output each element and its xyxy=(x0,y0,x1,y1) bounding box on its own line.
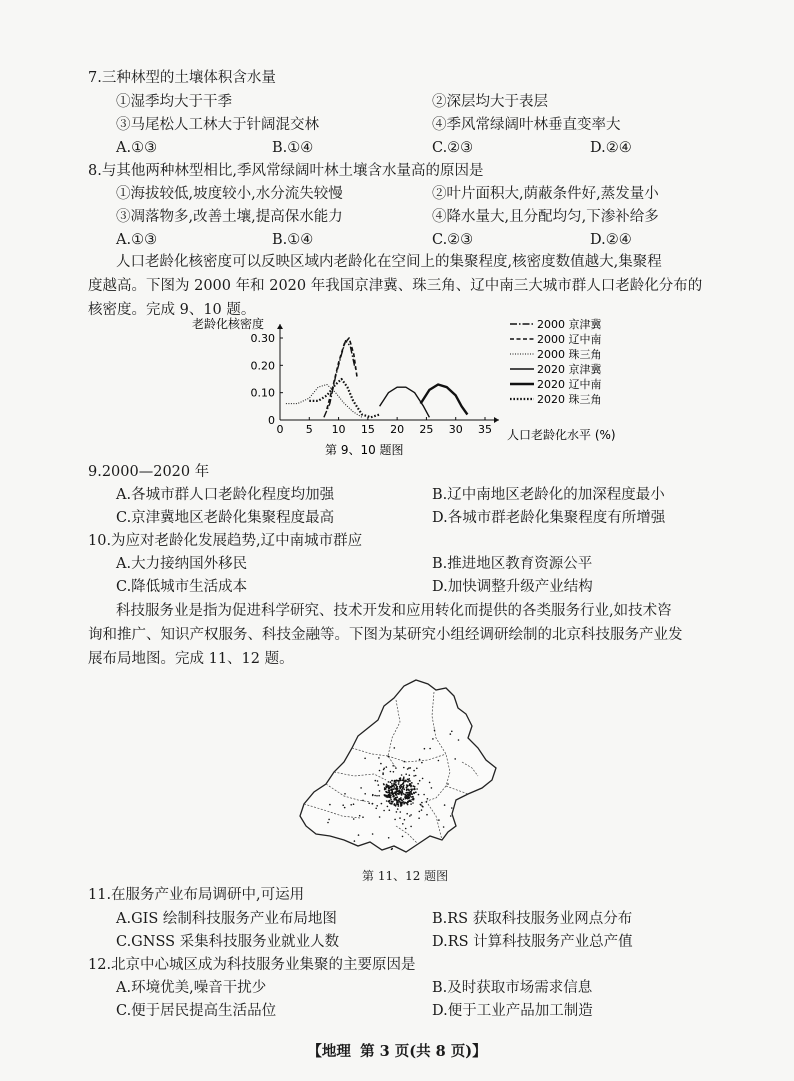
service-point-dot xyxy=(451,807,453,809)
service-point-dot xyxy=(404,780,406,782)
service-point-dot xyxy=(399,798,401,800)
q9-choice-d: D.各城市群老龄化集聚程度有所增强 xyxy=(432,510,666,526)
q8-option-1: ①海拔较低,坡度较小,水分流失较慢 xyxy=(116,186,343,202)
service-point-dot xyxy=(410,814,412,816)
service-point-dot xyxy=(372,795,374,797)
q8-choice-b: B.①④ xyxy=(272,232,314,248)
q10-choice-a: A.大力接纳国外移民 xyxy=(116,556,248,572)
q8-option-4: ④降水量大,且分配均匀,下渗补给多 xyxy=(432,209,659,225)
service-point-dot xyxy=(454,758,456,760)
service-point-dot xyxy=(391,793,393,795)
service-point-dot xyxy=(344,807,346,809)
service-point-dot xyxy=(399,778,401,780)
service-point-dot xyxy=(380,763,382,765)
q7-choice-b: B.①④ xyxy=(272,140,314,156)
service-point-dot xyxy=(403,788,405,790)
chart-legend-label: 2000 京津冀 xyxy=(537,318,602,331)
q11-choice-d: D.RS 计算科技服务产业总产值 xyxy=(432,934,633,950)
service-point-dot xyxy=(388,786,390,788)
q9-choice-b: B.辽中南地区老龄化的加深程度最小 xyxy=(432,487,665,503)
service-point-dot xyxy=(390,781,392,783)
service-point-dot xyxy=(398,805,400,807)
service-point-dot xyxy=(416,788,418,790)
service-point-dot xyxy=(406,802,408,804)
chart-legend-label: 2000 辽中南 xyxy=(537,333,602,346)
service-point-dot xyxy=(409,783,411,785)
service-point-dot xyxy=(388,756,390,758)
service-point-dot xyxy=(378,784,380,786)
q12-choice-d: D.便于工业产品加工制造 xyxy=(432,1003,593,1019)
service-point-dot xyxy=(353,803,355,805)
service-point-dot xyxy=(392,765,394,767)
service-point-dot xyxy=(396,796,398,798)
service-point-dot xyxy=(393,771,395,773)
service-point-dot xyxy=(404,794,406,796)
service-point-dot xyxy=(414,788,416,790)
service-point-dot xyxy=(450,815,452,817)
service-point-dot xyxy=(399,801,401,803)
service-point-dot xyxy=(409,797,411,799)
service-point-dot xyxy=(364,758,366,760)
service-point-dot xyxy=(391,780,393,782)
service-point-dot xyxy=(396,802,398,804)
service-point-dot xyxy=(389,802,391,804)
service-point-dot xyxy=(376,805,378,807)
service-point-dot xyxy=(390,794,392,796)
service-point-dot xyxy=(372,803,374,805)
service-point-dot xyxy=(391,788,393,790)
service-point-dot xyxy=(390,799,392,801)
service-point-dot xyxy=(398,780,400,782)
chart-series-line xyxy=(421,385,468,415)
service-point-dot xyxy=(387,786,389,788)
service-point-dot xyxy=(411,793,413,795)
passage1-line-3: 核密度。完成 9、10 题。 xyxy=(88,302,256,318)
service-point-dot xyxy=(398,800,400,802)
chart-y-arrow xyxy=(277,324,283,329)
service-point-dot xyxy=(395,783,397,785)
service-point-dot xyxy=(399,817,401,819)
service-point-dot xyxy=(394,819,396,821)
page-footer xyxy=(0,1040,794,1061)
chart-legend-label: 2020 辽中南 xyxy=(537,378,602,391)
chart-series-line xyxy=(286,385,362,418)
service-point-dot xyxy=(396,811,398,813)
q7-stem: 7.三种林型的土壤体积含水量 xyxy=(88,70,276,86)
service-point-dot xyxy=(410,826,412,828)
service-point-dot xyxy=(394,747,396,749)
service-point-dot xyxy=(395,788,397,790)
chart-x-tick-label: 30 xyxy=(448,423,463,436)
service-point-dot xyxy=(413,770,415,772)
service-point-dot xyxy=(400,787,402,789)
chart-x-tick-label: 0 xyxy=(276,423,284,436)
service-point-dot xyxy=(408,790,410,792)
chart-legend-label: 2020 京津冀 xyxy=(537,363,602,376)
service-point-dot xyxy=(354,840,356,842)
service-point-dot xyxy=(400,811,402,813)
service-point-dot xyxy=(419,811,421,813)
service-point-dot xyxy=(360,787,362,789)
service-point-dot xyxy=(329,804,331,806)
service-point-dot xyxy=(402,787,404,789)
service-point-dot xyxy=(407,779,409,781)
service-point-dot xyxy=(438,819,440,821)
service-point-dot xyxy=(398,781,400,783)
service-point-dot xyxy=(402,789,404,791)
chart-x-tick-label: 20 xyxy=(390,423,405,436)
passage1-line-2: 度越高。下图为 2000 年和 2020 年我国京津冀、珠三角、辽中南三大城市群人口老龄化分布的 xyxy=(88,278,703,294)
service-point-dot xyxy=(458,739,460,741)
service-point-dot xyxy=(419,780,421,782)
service-point-dot xyxy=(402,802,404,804)
service-point-dot xyxy=(405,828,407,830)
service-point-dot xyxy=(362,800,364,802)
service-point-dot xyxy=(412,785,414,787)
q12-stem: 12.北京中心城区成为科技服务业集聚的主要原因是 xyxy=(88,957,416,973)
service-point-dot xyxy=(413,792,415,794)
service-point-dot xyxy=(403,785,405,787)
service-point-dot xyxy=(391,783,393,785)
service-point-dot xyxy=(402,779,404,781)
service-point-dot xyxy=(393,804,395,806)
service-point-dot xyxy=(429,782,431,784)
service-point-dot xyxy=(402,836,404,838)
service-point-dot xyxy=(394,791,396,793)
service-point-dot xyxy=(410,803,412,805)
service-point-dot xyxy=(400,805,402,807)
service-point-dot xyxy=(379,790,381,792)
service-point-dot xyxy=(364,793,366,795)
service-point-dot xyxy=(410,795,412,797)
beijing-tech-service-map xyxy=(296,676,500,876)
q7-option-3: ③马尾松人工林大于针阔混交林 xyxy=(116,117,319,133)
service-point-dot xyxy=(412,802,414,804)
service-point-dot xyxy=(383,810,385,812)
service-point-dot xyxy=(375,780,377,782)
chart-y-tick-label: 0.20 xyxy=(250,359,275,373)
service-point-dot xyxy=(408,767,410,769)
service-point-dot xyxy=(409,774,411,776)
service-point-dot xyxy=(358,834,360,836)
service-point-dot xyxy=(403,798,405,800)
service-point-dot xyxy=(434,730,436,732)
service-point-dot xyxy=(444,804,446,806)
service-point-dot xyxy=(403,776,405,778)
service-point-dot xyxy=(394,799,396,801)
service-point-dot xyxy=(420,804,422,806)
service-point-dot xyxy=(389,809,391,811)
service-point-dot xyxy=(381,803,383,805)
q8-option-2: ②叶片面积大,荫蔽条件好,蒸发量小 xyxy=(432,186,659,202)
q8-stem: 8.与其他两种林型相比,季风常绿阔叶林土壤含水量高的原因是 xyxy=(88,163,484,179)
service-point-dot xyxy=(359,815,361,817)
service-point-dot xyxy=(404,819,406,821)
service-point-dot xyxy=(411,796,413,798)
q8-choice-a: A.①③ xyxy=(116,232,158,248)
service-point-dot xyxy=(410,767,412,769)
service-point-dot xyxy=(450,733,452,735)
q11-stem: 11.在服务产业布局调研中,可运用 xyxy=(88,887,305,903)
service-point-dot xyxy=(400,803,402,805)
service-point-dot xyxy=(362,816,364,818)
service-point-dot xyxy=(394,780,396,782)
service-point-dot xyxy=(397,793,399,795)
service-point-dot xyxy=(423,794,425,796)
service-point-dot xyxy=(402,791,404,793)
service-point-dot xyxy=(344,793,346,795)
passage2-line-1: 科技服务业是指为促进科学研究、技术开发和应用转化而提供的各类服务行业,如技术咨 xyxy=(116,603,672,619)
q8-option-3: ③凋落物多,改善土壤,提高保水能力 xyxy=(116,209,343,225)
service-point-dot xyxy=(396,799,398,801)
service-point-dot xyxy=(400,797,402,799)
service-point-dot xyxy=(408,778,410,780)
service-point-dot xyxy=(405,773,407,775)
service-point-dot xyxy=(422,806,424,808)
chart-caption: 第 9、10 题图 xyxy=(325,443,404,457)
q7-choice-d: D.②④ xyxy=(590,140,632,156)
service-point-dot xyxy=(396,786,398,788)
service-point-dot xyxy=(407,781,409,783)
service-point-dot xyxy=(397,808,399,810)
service-point-dot xyxy=(402,823,404,825)
service-point-dot xyxy=(391,849,393,851)
q10-choice-d: D.加快调整升级产业结构 xyxy=(432,579,593,595)
service-point-dot xyxy=(402,783,404,785)
q11-choice-b: B.RS 获取科技服务业网点分布 xyxy=(432,911,633,927)
service-point-dot xyxy=(391,790,393,792)
passage1-line-1: 人口老龄化核密度可以反映区域内老龄化在空间上的集聚程度,核密度数值越大,集聚程 xyxy=(116,254,662,270)
service-point-dot xyxy=(328,819,330,821)
service-point-dot xyxy=(415,775,417,777)
service-point-dot xyxy=(407,768,409,770)
map-caption: 第 11、12 题图 xyxy=(362,869,449,883)
service-point-dot xyxy=(432,738,434,740)
q12-choice-c: C.便于居民提高生活品位 xyxy=(116,1003,277,1019)
q11-choice-c: C.GNSS 采集科技服务业就业人数 xyxy=(116,934,340,950)
aging-kernel-density-chart xyxy=(180,310,640,460)
chart-x-tick-label: 10 xyxy=(331,423,346,436)
service-point-dot xyxy=(393,786,395,788)
q12-choice-b: B.及时获取市场需求信息 xyxy=(432,980,593,996)
service-point-dot xyxy=(387,791,389,793)
beijing-outline xyxy=(300,680,496,852)
footer-page: 第 3 页(共 8 页)】 xyxy=(360,1043,487,1060)
service-point-dot xyxy=(421,802,423,804)
service-point-dot xyxy=(411,782,413,784)
service-point-dot xyxy=(411,788,413,790)
service-point-dot xyxy=(426,801,428,803)
q8-choice-d: D.②④ xyxy=(590,232,632,248)
q10-choice-c: C.降低城市生活成本 xyxy=(116,579,248,595)
chart-x-tick-label: 25 xyxy=(419,423,434,436)
chart-xlabel: 人口老龄化水平 (%) xyxy=(507,428,616,442)
service-point-dot xyxy=(417,783,419,785)
service-point-dot xyxy=(409,815,411,817)
service-point-dot xyxy=(376,795,378,797)
service-point-dot xyxy=(379,770,381,772)
service-point-dot xyxy=(416,768,418,770)
q12-choice-a: A.环境优美,噪音干扰少 xyxy=(116,980,267,996)
service-point-dot xyxy=(390,771,392,773)
service-point-dot xyxy=(431,787,433,789)
service-point-dot xyxy=(418,817,420,819)
service-point-dot xyxy=(350,804,352,806)
service-point-dot xyxy=(447,783,449,785)
service-point-dot xyxy=(404,796,406,798)
service-point-dot xyxy=(429,748,431,750)
q10-stem: 10.为应对老龄化发展趋势,辽中南城市群应 xyxy=(88,533,363,549)
service-point-dot xyxy=(400,791,402,793)
footer-subject: 【地理 xyxy=(307,1043,351,1060)
service-point-dot xyxy=(421,809,423,811)
q11-choice-a: A.GIS 绘制科技服务产业布局地图 xyxy=(116,911,337,927)
q7-option-2: ②深层均大于表层 xyxy=(432,94,548,110)
service-point-dot xyxy=(392,801,394,803)
service-point-dot xyxy=(415,791,417,793)
chart-y-tick-label: 0.10 xyxy=(250,386,275,400)
service-point-dot xyxy=(385,794,387,796)
service-point-dot xyxy=(382,772,384,774)
service-point-dot xyxy=(386,766,388,768)
passage2-line-2: 询和推广、知识产权服务、科技金融等。下图为某研究小组经调研绘制的北京科技服务产业发 xyxy=(88,627,683,643)
service-point-dot xyxy=(353,818,355,820)
service-point-dot xyxy=(419,759,421,761)
service-point-dot xyxy=(403,781,405,783)
service-point-dot xyxy=(438,760,440,762)
service-point-dot xyxy=(407,801,409,803)
service-point-dot xyxy=(424,748,426,750)
service-point-dot xyxy=(375,808,377,810)
q10-choice-b: B.推进地区教育资源公平 xyxy=(432,556,593,572)
service-point-dot xyxy=(451,731,453,733)
chart-x-tick-label: 35 xyxy=(478,423,492,436)
passage2-line-3: 展布局地图。完成 11、12 题。 xyxy=(88,651,294,667)
q9-stem: 9.2000—2020 年 xyxy=(88,464,210,480)
service-point-dot xyxy=(385,791,387,793)
service-point-dot xyxy=(400,785,402,787)
service-point-dot xyxy=(406,784,408,786)
chart-x-tick-label: 15 xyxy=(360,423,375,436)
service-point-dot xyxy=(427,798,429,800)
chart-x-arrow xyxy=(494,417,499,423)
service-point-dot xyxy=(410,791,412,793)
service-point-dot xyxy=(388,795,390,797)
service-point-dot xyxy=(406,792,408,794)
service-point-dot xyxy=(412,797,414,799)
service-point-dot xyxy=(398,783,400,785)
service-point-dot xyxy=(406,813,408,815)
service-point-dot xyxy=(378,757,380,759)
chart-ylabel: 老龄化核密度 xyxy=(192,317,265,331)
service-point-dot xyxy=(403,767,405,769)
service-point-dot xyxy=(404,761,406,763)
service-point-dot xyxy=(393,796,395,798)
service-point-dot xyxy=(327,822,329,824)
service-point-dot xyxy=(426,814,428,816)
q9-choice-a: A.各城市群人口老龄化程度均加强 xyxy=(116,487,335,503)
service-point-dot xyxy=(413,775,415,777)
service-point-dot xyxy=(443,826,445,828)
service-point-dot xyxy=(421,762,423,764)
service-point-dot xyxy=(386,800,388,802)
service-point-dot xyxy=(388,789,390,791)
service-point-dot xyxy=(374,795,376,797)
service-point-dot xyxy=(396,794,398,796)
service-point-dot xyxy=(388,781,390,783)
q7-choice-a: A.①③ xyxy=(116,140,158,156)
service-point-dot xyxy=(390,796,392,798)
service-point-dot xyxy=(407,794,409,796)
service-point-dot xyxy=(422,778,424,780)
service-point-dot xyxy=(342,804,344,806)
q7-choice-c: C.②③ xyxy=(432,140,474,156)
chart-series-line xyxy=(327,338,357,409)
chart-legend-label: 2020 珠三角 xyxy=(537,393,602,406)
service-point-dot xyxy=(401,774,403,776)
service-point-dot xyxy=(388,837,390,839)
chart-y-tick-label: 0.30 xyxy=(250,332,275,345)
q7-option-1: ①湿季均大于干季 xyxy=(116,94,232,110)
service-point-dot xyxy=(379,816,381,818)
service-point-dot xyxy=(368,803,370,805)
service-point-dot xyxy=(396,780,398,782)
q8-choice-c: C.②③ xyxy=(432,232,474,248)
service-point-dot xyxy=(392,784,394,786)
q9-choice-c: C.京津冀地区老龄化集聚程度最高 xyxy=(116,510,335,526)
service-point-dot xyxy=(384,789,386,791)
service-point-dot xyxy=(404,802,406,804)
service-point-dot xyxy=(403,793,405,795)
service-point-dot xyxy=(395,767,397,769)
chart-y-tick-label: 0 xyxy=(268,414,275,427)
service-point-dot xyxy=(378,795,380,797)
service-point-dot xyxy=(411,799,413,801)
chart-x-tick-label: 5 xyxy=(305,423,313,436)
chart-legend-label: 2000 珠三角 xyxy=(537,348,602,361)
service-point-dot xyxy=(409,799,411,801)
service-point-dot xyxy=(395,781,397,783)
service-point-dot xyxy=(418,794,420,796)
chart-series-line xyxy=(309,379,379,417)
q7-option-4: ④季风常绿阔叶林垂直变率大 xyxy=(432,117,621,133)
service-point-dot xyxy=(377,780,379,782)
service-point-dot xyxy=(398,790,400,792)
service-point-dot xyxy=(387,795,389,797)
service-point-dot xyxy=(372,833,374,835)
service-point-dot xyxy=(387,806,389,808)
service-point-dot xyxy=(383,769,385,771)
service-point-dot xyxy=(383,784,385,786)
service-point-dot xyxy=(389,800,391,802)
